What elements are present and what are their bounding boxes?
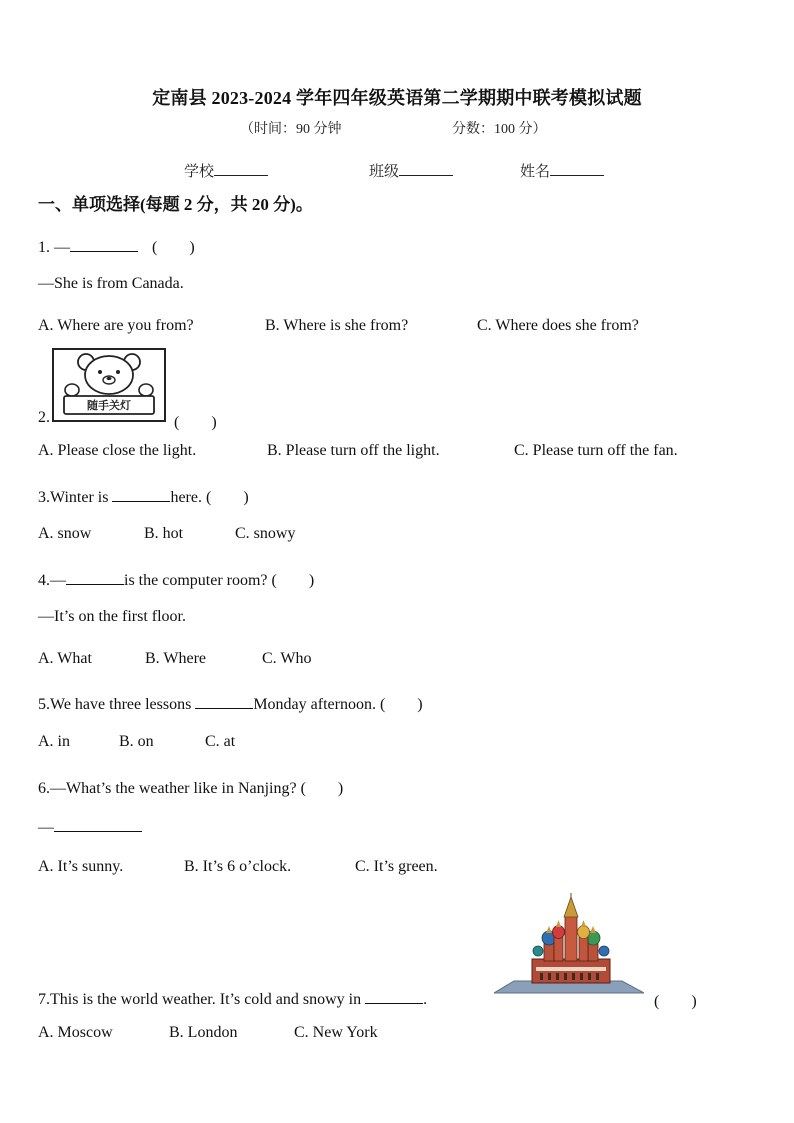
question-3-suffix: here. ( ) xyxy=(170,489,249,506)
question-5-option-a[interactable]: A. in xyxy=(38,733,70,750)
question-4-option-a[interactable]: A. What xyxy=(38,650,92,667)
question-2-stem xyxy=(38,409,217,431)
class-input-line[interactable] xyxy=(399,161,453,176)
question-2-paren: ( ) xyxy=(174,414,217,431)
question-6-answer-dash: — xyxy=(38,819,54,836)
question-2-option-b[interactable]: B. Please turn off the light. xyxy=(267,442,440,459)
section-heading: 一、单项选择(每题 2 分，共 20 分)。 xyxy=(38,195,313,214)
question-2-prefix: 2. xyxy=(38,409,50,426)
question-6-option-c[interactable]: C. It’s green. xyxy=(355,858,438,875)
exam-score: 分数：100 分） xyxy=(452,122,547,137)
page-title: 定南县 2023-2024 学年四年级英语第二学期期中联考模拟试题 xyxy=(152,88,642,108)
question-5-option-b[interactable]: B. on xyxy=(119,733,154,750)
question-7-option-c[interactable]: C. New York xyxy=(294,1024,378,1041)
question-5-suffix: Monday afternoon. ( ) xyxy=(253,696,423,713)
question-3-option-b[interactable]: B. hot xyxy=(144,525,184,542)
question-5-blank[interactable] xyxy=(195,693,253,709)
question-4-answer: —It’s on the first floor. xyxy=(38,608,186,625)
class-label: 班级 xyxy=(369,164,400,180)
question-7-paren: ( ) xyxy=(654,993,697,1010)
question-1-answer: —She is from Canada. xyxy=(38,275,184,292)
question-6-blank[interactable] xyxy=(54,816,142,832)
question-2-option-a[interactable]: A. Please close the light. xyxy=(38,442,197,459)
question-4-blank[interactable] xyxy=(66,569,124,585)
exam-time: （时间：90 分钟 xyxy=(240,122,342,137)
question-7-suffix: . xyxy=(423,991,428,1008)
name-field xyxy=(520,160,604,181)
question-3-stem xyxy=(38,484,249,507)
question-1-option-a[interactable]: A. Where are you from? xyxy=(38,317,194,334)
question-6-stem: 6.—What’s the weather like in Nanjing? ( ) xyxy=(38,780,344,797)
question-5-prefix: 5.We have three lessons xyxy=(38,696,192,713)
question-7-prefix: 7.This is the world weather. It’s cold and snowy in xyxy=(38,991,362,1008)
school-field xyxy=(184,160,268,181)
question-1-blank[interactable] xyxy=(70,236,138,252)
school-input-line[interactable] xyxy=(214,161,268,176)
question-4-prefix: 4.— xyxy=(38,572,66,589)
question-5-stem xyxy=(38,691,423,714)
question-3-option-c[interactable]: C. snowy xyxy=(235,525,296,542)
name-label: 姓名 xyxy=(520,164,551,180)
question-6-option-a[interactable]: A. It’s sunny. xyxy=(38,858,124,875)
question-4-stem xyxy=(38,567,314,590)
question-4-suffix: is the computer room? ( ) xyxy=(124,572,315,589)
question-3-prefix: 3.Winter is xyxy=(38,489,109,506)
school-label: 学校 xyxy=(184,164,215,180)
sign-label: 随手关灯 xyxy=(87,399,131,412)
turn-off-light-sign-image xyxy=(52,348,166,422)
question-1-stem xyxy=(38,234,195,257)
question-3-option-a[interactable]: A. snow xyxy=(38,525,92,542)
name-input-line[interactable] xyxy=(550,161,604,176)
question-7-stem xyxy=(38,988,427,1009)
question-7-blank[interactable] xyxy=(365,988,423,1004)
question-1-option-b[interactable]: B. Where is she from? xyxy=(265,317,409,334)
question-2-option-c[interactable]: C. Please turn off the fan. xyxy=(514,442,678,459)
saint-basils-cathedral-image xyxy=(494,893,644,995)
question-1-option-c[interactable]: C. Where does she from? xyxy=(477,317,639,334)
question-4-option-b[interactable]: B. Where xyxy=(145,650,207,667)
question-7-option-b[interactable]: B. London xyxy=(169,1024,238,1041)
question-5-option-c[interactable]: C. at xyxy=(205,733,236,750)
question-1-paren: ( ) xyxy=(152,239,195,256)
question-4-option-c[interactable]: C. Who xyxy=(262,650,312,667)
question-7-option-a[interactable]: A. Moscow xyxy=(38,1024,113,1041)
class-field xyxy=(369,160,453,181)
question-6-answer xyxy=(38,816,142,837)
question-3-blank[interactable] xyxy=(112,486,170,502)
question-1-prefix: 1. — xyxy=(38,239,70,256)
question-6-option-b[interactable]: B. It’s 6 o’clock. xyxy=(184,858,292,875)
